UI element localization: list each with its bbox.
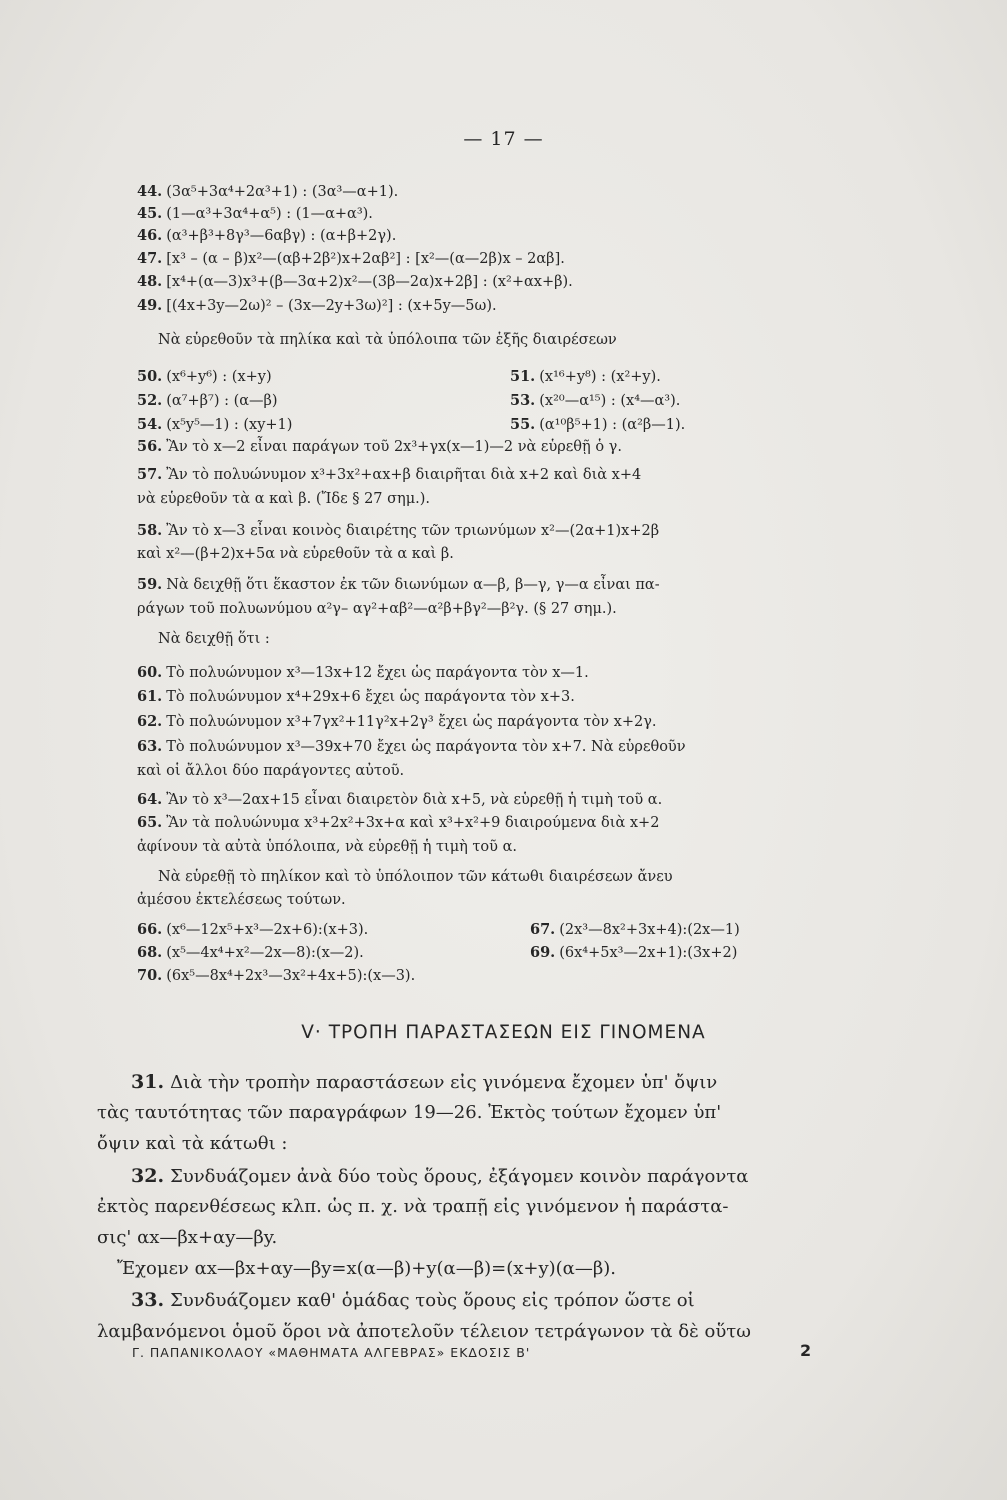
instruction-show: Νὰ δειχθῇ ὅτι : — [158, 631, 270, 647]
exercise-65-cont: ἀφίνουν τὰ αὐτὰ ὑπόλοιπα, νὰ εὑρεθῇ ἡ τιμὴ τοῦ α. — [137, 839, 517, 855]
instruction-direct-cont: ἀμέσου ἐκτελέσεως τούτων. — [137, 892, 346, 908]
instruction-direct: Νὰ εὑρεθῇ τὸ πηλίκον καὶ τὸ ὑπόλοιπον τῶν κάτωθι διαιρέσεων ἄνευ — [158, 869, 673, 885]
exercise-51: 51. (x¹⁶+y⁸) : (x²+y). — [510, 368, 661, 385]
paragraph-33-line2: λαμβανόμενοι ὁμοῦ ὅροι νὰ ἀποτελοῦν τέλειον τετράγωνον τὰ δὲ οὕτω — [97, 1321, 751, 1342]
exercise-57-cont: νὰ εὑρεθοῦν τὰ α καὶ β. (Ἴδε § 27 σημ.). — [137, 491, 431, 507]
exercise-64: 64. Ἂν τὸ x³—2αx+15 εἶναι διαιρετὸν διὰ x+5, νὰ εὑρεθῇ ἡ τιμὴ τοῦ α. — [137, 791, 663, 808]
exercise-61: 61. Τὸ πολυώνυμον x⁴+29x+6 ἔχει ὡς παράγοντα τὸν x+3. — [137, 688, 575, 705]
exercise-58: 58. Ἂν τὸ x—3 εἶναι κοινὸς διαιρέτης τῶν τριωνύμων x²—(2α+1)x+2β — [137, 522, 660, 539]
exercise-63-cont: καὶ οἱ ἄλλοι δύο παράγοντες αὐτοῦ. — [137, 763, 405, 779]
exercise-59-cont: ράγων τοῦ πολυωνύμου α²γ– αγ²+αβ²—α²β+βγ²—β²γ. (§ 27 σημ.). — [137, 601, 617, 617]
paragraph-32-line2: ἐκτὸς παρενθέσεως κλπ. ὡς π. χ. νὰ τραπῇ εἰς γινόμενον ἡ παράστα- — [97, 1196, 729, 1217]
paragraph-31-line2: τὰς ταυτότητας τῶν παραγράφων 19—26. Ἐκτὸς τούτων ἔχομεν ὑπ' — [97, 1102, 722, 1123]
exercise-50: 50. (x⁶+y⁶) : (x+y) — [137, 368, 272, 385]
exercise-62: 62. Τὸ πολυώνυμον x³+7γx²+11γ²x+2γ³ ἔχει ὡς παράγοντα τὸν x+2γ. — [137, 713, 657, 730]
exercise-53: 53. (x²⁰—α¹⁵) : (x⁴—α³). — [510, 392, 681, 409]
paragraph-32: 32. Συνδυάζομεν ἀνὰ δύο τοὺς ὅρους, ἐξάγομεν κοινὸν παράγοντα — [131, 1165, 749, 1187]
section-heading: V· ΤΡΟΠΗ ΠΑΡΑΣΤΑΣΕΩΝ ΕΙΣ ΓΙΝΟΜΕΝΑ — [301, 1022, 706, 1043]
exercise-58-cont: καὶ x²—(β+2)x+5α νὰ εὑρεθοῦν τὰ α καὶ β. — [137, 546, 454, 562]
exercise-69: 69. (6x⁴+5x³—2x+1):(3x+2) — [530, 944, 738, 961]
exercise-70: 70. (6x⁵—8x⁴+2x³—3x²+4x+5):(x—3). — [137, 967, 416, 984]
exercise-59: 59. Νὰ δειχθῇ ὅτι ἕκαστον ἐκ τῶν διωνύμων α—β, β—γ, γ—α εἶναι πα- — [137, 576, 660, 593]
exercise-54: 54. (x⁵y⁵—1) : (xy+1) — [137, 416, 293, 433]
paragraph-31-line3: ὄψιν καὶ τὰ κάτωθι : — [97, 1133, 288, 1154]
page-number: — 17 — — [463, 128, 544, 150]
exercise-65: 65. Ἂν τὰ πολυώνυμα x³+2x²+3x+α καὶ x³+x²+9 διαιρούμενα διὰ x+2 — [137, 814, 660, 831]
exercise-60: 60. Τὸ πολυώνυμον x³—13x+12 ἔχει ὡς παράγοντα τὸν x—1. — [137, 664, 589, 681]
paragraph-31: 31. Διὰ τὴν τροπὴν παραστάσεων εἰς γινόμενα ἔχομεν ὑπ' ὄψιν — [131, 1071, 718, 1093]
exercise-67: 67. (2x³—8x²+3x+4):(2x—1) — [530, 921, 740, 938]
exercise-46: 46. (α³+β³+8γ³—6αβγ) : (α+β+2γ). — [137, 227, 397, 244]
exercise-68: 68. (x⁵—4x⁴+x²—2x—8):(x—2). — [137, 944, 364, 961]
paragraph-32-line4: Ἔχομεν αx—βx+αy—βy=x(α—β)+y(α—β)=(x+y)(α—β). — [117, 1258, 616, 1279]
paragraph-33: 33. Συνδυάζομεν καθ' ὁμάδας τοὺς ὅρους εἰς τρόπον ὥστε οἱ — [131, 1289, 695, 1311]
exercise-44: 44. (3α⁵+3α⁴+2α³+1) : (3α³—α+1). — [137, 183, 399, 200]
instruction-quotients: Νὰ εὑρεθοῦν τὰ πηλίκα καὶ τὰ ὑπόλοιπα τῶν ἑξῆς διαιρέσεων — [158, 332, 617, 348]
exercise-55: 55. (α¹⁰β⁵+1) : (α²β—1). — [510, 416, 686, 433]
exercise-48: 48. [x⁴+(α—3)x³+(β—3α+2)x²—(3β—2α)x+2β] : (x²+αx+β). — [137, 273, 573, 290]
exercise-45: 45. (1—α³+3α⁴+α⁵) : (1—α+α³). — [137, 205, 373, 222]
exercise-63: 63. Τὸ πολυώνυμον x³—39x+70 ἔχει ὡς παράγοντα τὸν x+7. Νὰ εὑρεθοῦν — [137, 738, 686, 755]
paragraph-32-line3: σις' αx—βx+αy—βy. — [97, 1227, 278, 1248]
exercise-66: 66. (x⁶—12x⁵+x³—2x+6):(x+3). — [137, 921, 369, 938]
exercise-57: 57. Ἂν τὸ πολυώνυμον x³+3x²+αx+β διαιρῆται διὰ x+2 καὶ διὰ x+4 — [137, 466, 642, 483]
exercise-52: 52. (α⁷+β⁷) : (α—β) — [137, 392, 278, 409]
footer-publication: Γ. ΠΑΠΑΝΙΚΟΛΑΟΥ «ΜΑΘΗΜΑΤΑ ΑΛΓΕΒΡΑΣ» ΕΚΔΟΣΙΣ Β' — [132, 1345, 531, 1360]
exercise-56: 56. Ἂν τὸ x—2 εἶναι παράγων τοῦ 2x³+γx(x—1)—2 νὰ εὑρεθῇ ὁ γ. — [137, 438, 622, 455]
signature-mark: 2 — [800, 1341, 812, 1360]
exercise-49: 49. [(4x+3y—2ω)² – (3x—2y+3ω)²] : (x+5y—5ω). — [137, 297, 497, 314]
exercise-47: 47. [x³ – (α – β)x²—(αβ+2β²)x+2αβ²] : [x²—(α—2β)x – 2αβ]. — [137, 250, 565, 267]
